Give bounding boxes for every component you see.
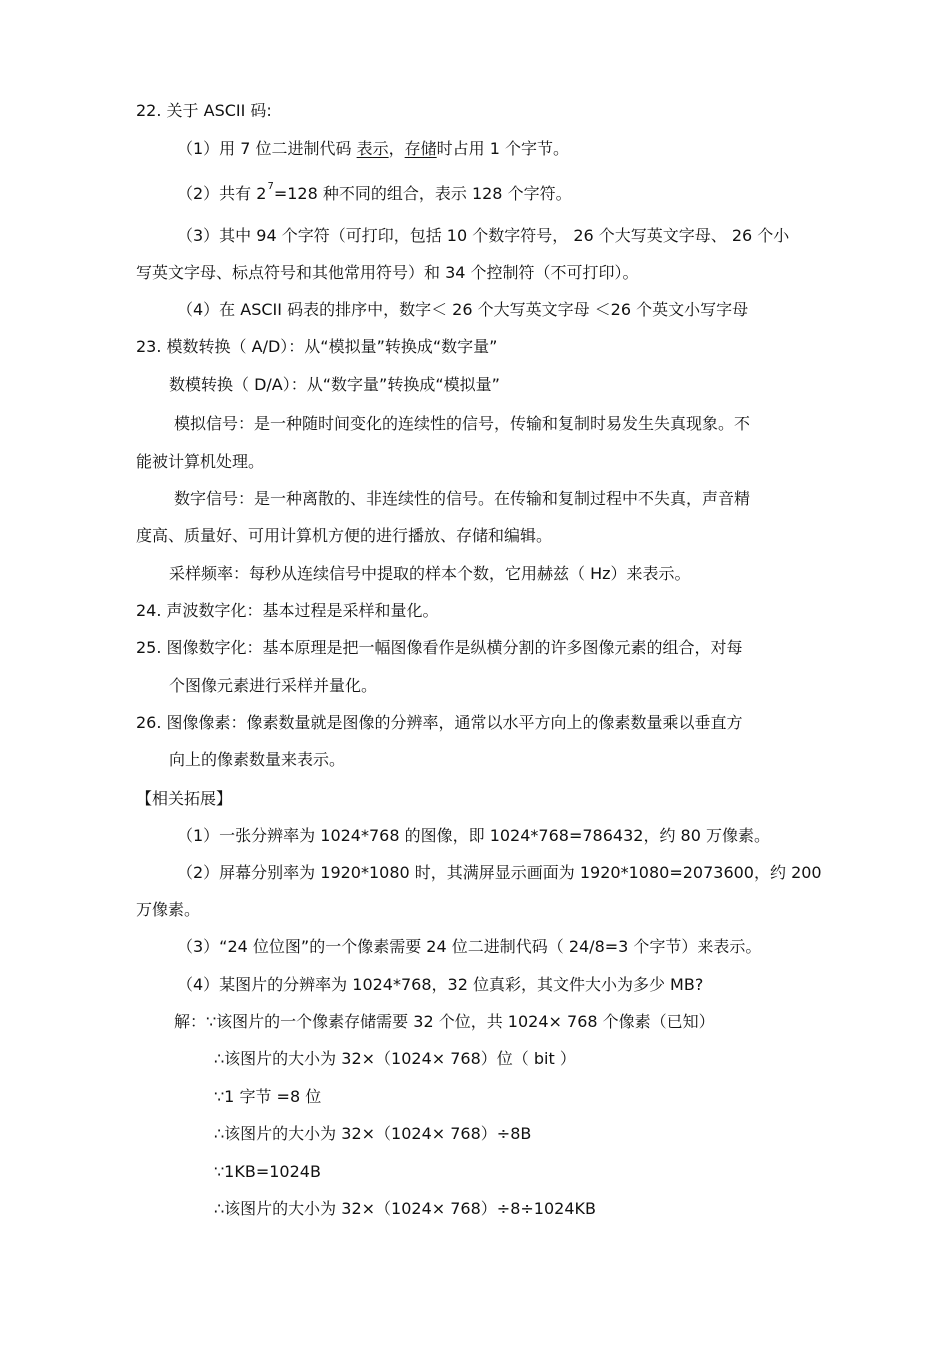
underlined-word-store: 存储 bbox=[404, 139, 437, 158]
exponent: 7 bbox=[267, 181, 274, 192]
section-24: 24. 声波数字化：基本过程是采样和量化。 bbox=[136, 601, 439, 620]
solution-step-5: ∵1KB=1024B bbox=[214, 1162, 321, 1181]
section-26-line-1: 26. 图像像素：像素数量就是图像的分辨率，通常以水平方向上的像素数量乘以垂直方 bbox=[136, 713, 743, 732]
section-22-item-3-line-1: （3）其中 94 个字符（可打印，包括 10 个数字符号， 26 个大写英文字母、 26 个小 bbox=[177, 226, 790, 245]
section-26-line-2: 向上的像素数量来表示。 bbox=[169, 750, 346, 769]
item-2-text-start: （2）共有 2 bbox=[177, 184, 267, 203]
section-22-item-2 bbox=[177, 183, 572, 205]
extension-item-3: （3）“24 位位图”的一个像素需要 24 位二进制代码（ 24/8=3 个字节）来表示。 bbox=[177, 937, 762, 956]
section-22-heading: 22. 关于 ASCII 码: bbox=[136, 101, 272, 120]
extension-item-4: （4）某图片的分辨率为 1024*768，32 位真彩，其文件大小为多少 MB? bbox=[177, 975, 704, 994]
solution-step-2: ∴该图片的大小为 32×（1024× 768）位（ bit ） bbox=[214, 1049, 576, 1068]
digital-signal-line-1: 数字信号：是一种离散的、非连续性的信号。在传输和复制过程中不失真，声音精 bbox=[174, 489, 751, 508]
solution-step-6: ∴该图片的大小为 32×（1024× 768）÷8÷1024KB bbox=[214, 1199, 596, 1218]
solution-step-1: 解：∵该图片的一个像素存储需要 32 个位，共 1024× 768 个像素（已知） bbox=[174, 1012, 715, 1031]
extension-item-2-line-2: 万像素。 bbox=[136, 900, 201, 919]
section-22-item-4: （4）在 ASCII 码表的排序中，数字＜ 26 个大写英文字母 ＜26 个英文小写字母 bbox=[177, 300, 749, 319]
analog-signal-line-1: 模拟信号：是一种随时间变化的连续性的信号，传输和复制时易发生失真现象。不 bbox=[174, 414, 751, 433]
section-22-item-1 bbox=[177, 138, 569, 160]
underlined-word-represent: 表示 bbox=[356, 139, 389, 158]
analog-signal-line-2: 能被计算机处理。 bbox=[136, 452, 265, 471]
extension-heading: 【相关拓展】 bbox=[136, 789, 233, 808]
digital-signal-line-2: 度高、质量好、可用计算机方便的进行播放、存储和编辑。 bbox=[136, 526, 553, 545]
item-1-comma: ， bbox=[388, 139, 405, 158]
extension-item-2-line-1: （2）屏幕分别率为 1920*1080 时，其满屏显示画面为 1920*1080=2073600，约 200 bbox=[177, 863, 822, 882]
extension-item-1: （1）一张分辨率为 1024*768 的图像，即 1024*768=786432，约 80 万像素。 bbox=[177, 826, 770, 845]
item-1-text-end: 时占用 1 个字节。 bbox=[436, 139, 570, 158]
solution-step-4: ∴该图片的大小为 32×（1024× 768）÷8B bbox=[214, 1124, 532, 1143]
section-23-da: 数模转换（ D/A）：从“数字量”转换成“模拟量” bbox=[169, 375, 500, 394]
section-23-ad: 23. 模数转换（ A/D）：从“模拟量”转换成“数字量” bbox=[136, 337, 498, 356]
section-25-line-1: 25. 图像数字化：基本原理是把一幅图像看作是纵横分割的许多图像元素的组合，对每 bbox=[136, 638, 743, 657]
section-25-line-2: 个图像元素进行采样并量化。 bbox=[169, 676, 378, 695]
solution-step-3: ∵1 字节 =8 位 bbox=[214, 1087, 322, 1106]
section-22-item-3-line-2: 写英文字母、标点符号和其他常用符号）和 34 个控制符（不可打印）。 bbox=[136, 263, 639, 282]
item-2-text-end: =128 种不同的组合，表示 128 个字符。 bbox=[273, 184, 572, 203]
sampling-frequency: 采样频率：每秒从连续信号中提取的样本个数，它用赫兹（ Hz）来表示。 bbox=[169, 564, 691, 583]
item-1-text-start: （1）用 7 位二进制代码 bbox=[177, 139, 357, 158]
